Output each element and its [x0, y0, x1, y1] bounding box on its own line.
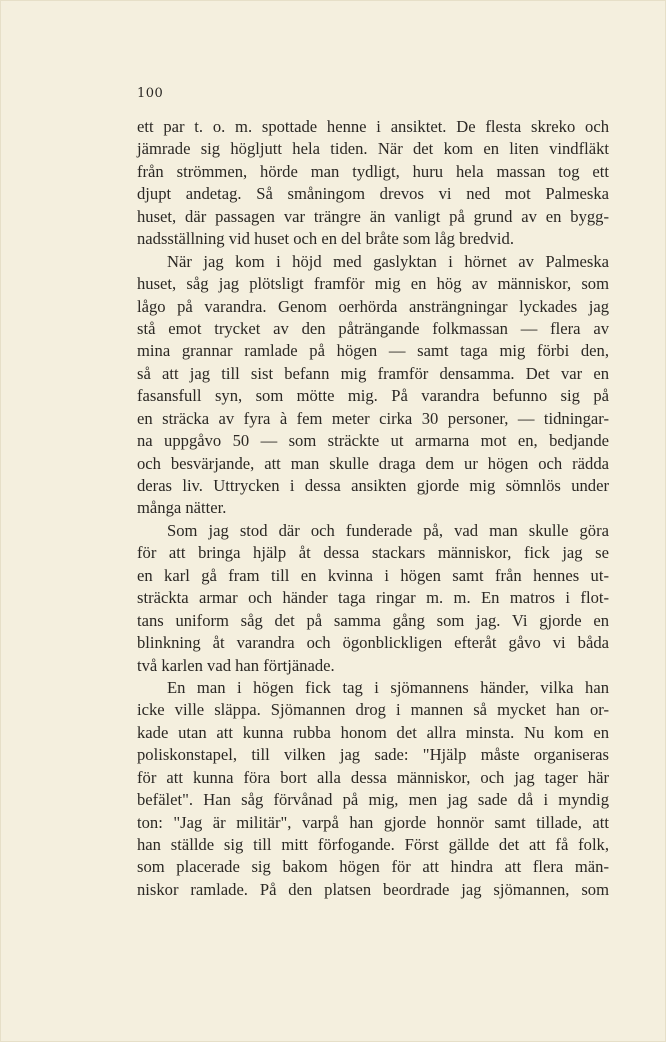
text-line: kade utan att kunna rubba honom det allra minsta. Nu kom en — [137, 722, 609, 742]
page-number: 100 — [137, 86, 164, 101]
text-line: från strömmen, hörde man tydligt, huru hela massan tog ett — [137, 161, 609, 181]
text-line: icke ville släppa. Sjömannen drog i mannen så mycket han or- — [137, 700, 609, 720]
text-line: Som jag stod där och funderade på, vad man skulle göra — [167, 520, 609, 540]
body-text — [137, 116, 609, 901]
text-line: ett par t. o. m. spottade henne i ansiktet. De flesta skreko och — [137, 117, 609, 136]
text-line: befälet". Han såg förvånad på mig, men jag sade då i myndig — [137, 790, 609, 810]
text-line: för att kunna föra bort alla dessa människor, och jag tager här — [137, 767, 609, 787]
text-line: djupt andetag. Så småningom drevos vi ned mot Palmeska — [137, 184, 609, 204]
text-line: En man i högen fick tag i sjömannens händer, vilka han — [167, 677, 609, 697]
text-line: och besvärjande, att man skulle draga dem ur högen och rädda — [137, 453, 609, 473]
text-line: tans uniform såg det på samma gång som jag. Vi gjorde en — [137, 610, 609, 630]
text-line: mina grannar ramlade på högen — samt taga mig förbi den, — [137, 341, 609, 361]
text-line: som placerade sig bakom högen för att hindra att flera män- — [137, 857, 609, 877]
paragraph — [137, 251, 609, 520]
text-line: poliskonstapel, till vilken jag sade: "Hjälp måste organiseras — [137, 745, 609, 765]
text-line: jämrade sig högljutt hela tiden. När det kom en liten vindfläkt — [137, 139, 609, 159]
text-line: en sträcka av fyra à fem meter cirka 30 personer, — tidningar- — [137, 408, 609, 428]
text-line: När jag kom i höjd med gaslyktan i hörnet av Palmeska — [167, 251, 609, 271]
paragraph — [137, 677, 609, 901]
text-line: en karl gå fram till en kvinna i högen samt från hennes ut- — [137, 565, 609, 585]
text-line: många nätter. — [137, 498, 227, 518]
text-line: blinkning åt varandra och ögonblickligen efteråt gåvo vi båda — [137, 633, 609, 653]
paragraph — [137, 520, 609, 677]
text-line: två karlen vad han förtjänade. — [137, 655, 335, 675]
text-line: stå emot trycket av den påträngande folkmassan — flera av — [137, 318, 609, 338]
paragraph — [137, 116, 609, 251]
text-line: na uppgåvo 50 — som sträckte ut armarna mot en, bedjande — [137, 431, 609, 451]
text-line: för att bringa hjälp åt dessa stackars människor, fick jag se — [137, 543, 609, 563]
text-line: han ställde sig till mitt förfogande. Först gällde det att få folk, — [137, 835, 609, 854]
text-line: ton: "Jag är militär", varpå han gjorde honnör samt tillade, att — [137, 812, 609, 832]
text-line: sträckta armar och händer taga ringar m. m. En matros i flot- — [137, 588, 609, 608]
text-line: deras liv. Uttrycken i dessa ansikten gjorde mig sömnlös under — [137, 476, 609, 495]
text-line: fasansfull syn, som mötte mig. På varandra befunno sig på — [137, 386, 609, 406]
text-line: huset, där passagen var trängre än vanligt på grund av en bygg- — [137, 206, 609, 226]
text-line: lågo på varandra. Genom oerhörda ansträngningar lyckades jag — [137, 296, 609, 316]
text-line: nadsställning vid huset och en del bråte som låg bredvid. — [137, 229, 514, 249]
text-line: huset, såg jag plötsligt framför mig en hög av människor, som — [137, 274, 609, 294]
text-line: niskor ramlade. På den platsen beordrade jag sjömannen, som — [137, 879, 609, 899]
text-line: så att jag till sist befann mig framför densamma. Det var en — [137, 363, 609, 383]
